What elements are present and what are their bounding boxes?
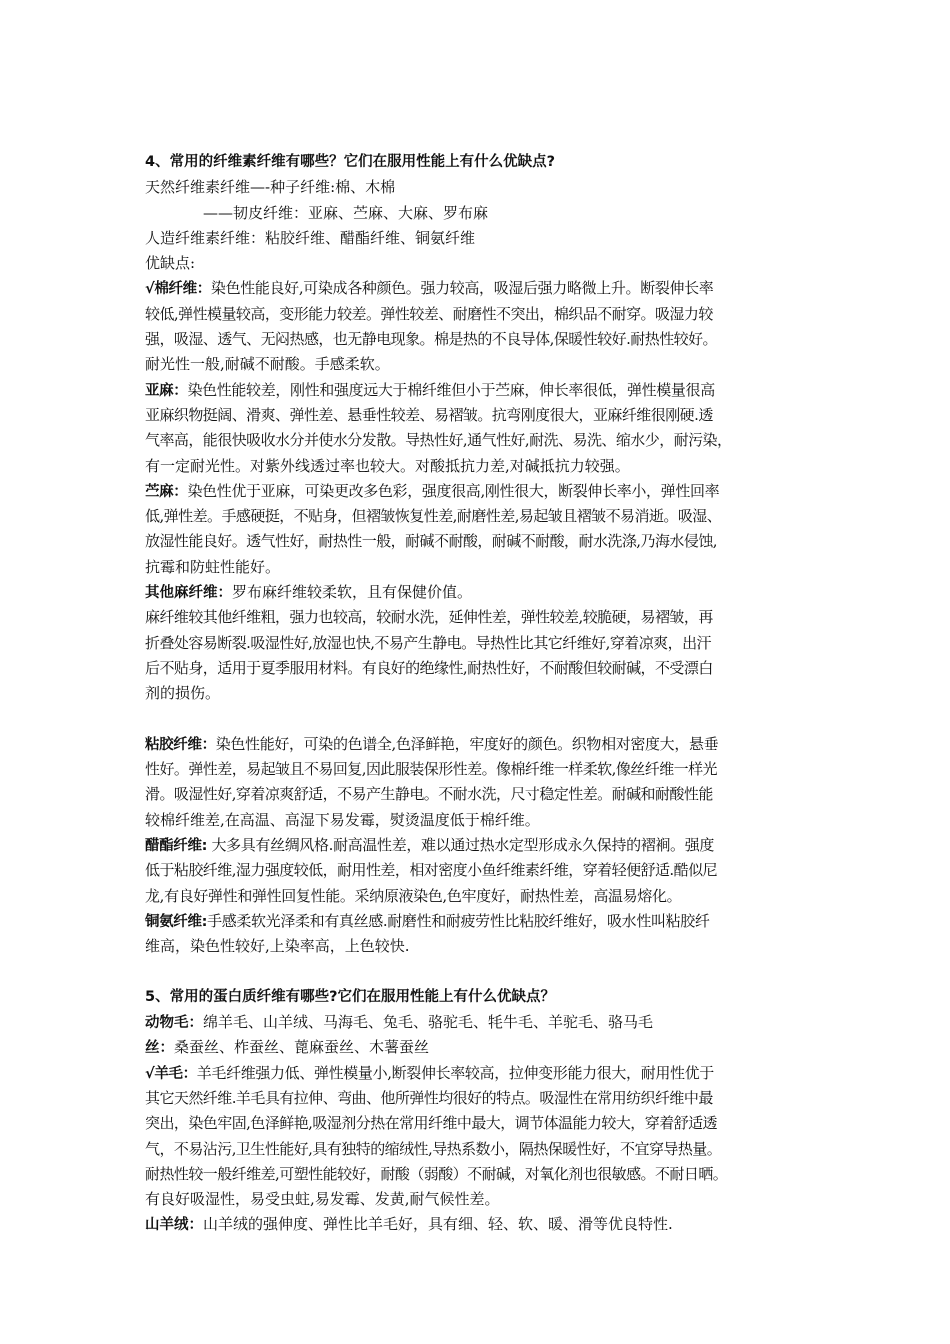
cotton-paragraph-line: 耐光性一般,耐碱不耐酸。手感柔软。	[145, 355, 390, 374]
silk-line	[145, 1035, 813, 1060]
wool-text: 羊毛纤维强力低、弹性模量小,断裂伸长率较高，拉伸变形能力很大，耐用性优于	[196, 1063, 714, 1082]
cotton-paragraph-line	[145, 276, 813, 301]
other-bast-paragraph-line: 后不贴身，适用于夏季服用材料。有良好的绝缘性,耐热性好，不耐酸但较耐碱，不受漂白	[145, 658, 713, 677]
flax-paragraph-line: 气率高，能很快吸收水分并使水分发散。导热性好,通气性好,耐洗、易洗、缩水少，耐污染，	[145, 431, 732, 450]
cotton-paragraph-line: 较低,弹性模量较高，变形能力较差。弹性较差、耐磨性不突出，棉织品不耐穿。吸湿力较	[145, 304, 713, 323]
other-bast-text: 罗布麻纤维较柔软，且有保健价值。	[232, 583, 473, 602]
ramie-paragraph-line: 低,弹性差。手感硬挺，不贴身，但褶皱恢复性差,耐磨性差,易起皱且褶皱不易消逝。吸湿、	[145, 507, 722, 526]
silk-text: 桑蚕丝、柞蚕丝、蓖麻蚕丝、木薯蚕丝	[174, 1038, 430, 1057]
cashmere-line	[145, 1212, 813, 1237]
natural-cellulose-bast-fibers: ——韧皮纤维：亚麻、苎麻、大麻、罗布麻	[203, 203, 489, 222]
viscose-paragraph-line	[145, 732, 813, 757]
document-page	[145, 150, 813, 1238]
acetate-term: 醋酯纤维:	[145, 838, 208, 855]
flax-term: 亚麻：	[145, 382, 188, 399]
cashmere-term: 山羊绒：	[145, 1217, 203, 1234]
cupro-paragraph-line: 维高，染色性较好,上染率高，上色较快.	[145, 937, 410, 956]
question-4-heading: 4、常用的纤维素纤维有哪些？它们在服用性能上有什么优缺点?	[145, 154, 555, 170]
cotton-paragraph-line: 强，吸湿、透气、无闷热感，也无静电现象。棉是热的不良导体,保暖性较好.耐热性较好。	[145, 330, 717, 349]
other-bast-term: 其他麻纤维：	[145, 585, 232, 602]
natural-cellulose-seed-fibers: 天然纤维素纤维—-种子纤维:棉、木棉	[145, 178, 396, 197]
section-spacer	[145, 960, 813, 985]
other-bast-paragraph-line	[145, 580, 813, 605]
cupro-paragraph-line	[145, 909, 813, 934]
wool-paragraph-line: 其它天然纤维.羊毛具有拉伸、弯曲、他所弹性均很好的特点。吸湿性在常用纺织纤维中最	[145, 1088, 713, 1107]
wool-paragraph-line: 耐热性较一般纤维差,可塑性能较好，耐酸（弱酸）不耐碱，对氧化剂也很敏感。不耐日晒。	[145, 1164, 728, 1183]
cotton-text: 染色性能良好,可染成各种颜色。强力较高，吸湿后强力略微上升。断裂伸长率	[210, 279, 714, 298]
viscose-term: 粘胶纤维：	[145, 736, 216, 753]
ramie-paragraph-line: 放湿性能良好。透气性好，耐热性一般，耐碱不耐酸，耐碱不耐酸，耐水洗涤,乃海水侵蚀,	[145, 532, 717, 551]
question-5-heading: 5、常用的蛋白质纤维有哪些?它们在服用性能上有什么优缺点？	[145, 988, 555, 1005]
acetate-paragraph-line: 低于粘胶纤维,湿力强度较低，耐用性差，相对密度小鱼纤维素纤维，穿着轻便舒适.酷似尼	[145, 861, 717, 880]
viscose-paragraph-line: 较棉纤维差,在高温、高湿下易发霉，熨烫温度低于棉纤维。	[145, 810, 540, 829]
flax-paragraph-line: 有一定耐光性。对紫外线透过率也较大。对酸抵抗力差,对碱抵抗力较强。	[145, 456, 630, 475]
cashmere-text: 山羊绒的强伸度、弹性比羊毛好，具有细、轻、软、暖、滑等优良特性.	[203, 1215, 673, 1234]
ramie-term: 苎麻：	[145, 483, 188, 500]
animal-hair-text: 绵羊毛、山羊绒、马海毛、兔毛、骆驼毛、牦牛毛、羊驼毛、骆马毛	[203, 1013, 654, 1032]
cupro-term: 铜氨纤维:	[145, 913, 208, 930]
acetate-paragraph-line: 龙,有良好弹性和弹性回复性能。采纳原液染色,色牢度好，耐热性差，高温易熔化。	[145, 886, 682, 905]
wool-paragraph-line: 有良好吸湿性，易受虫蛀,易发霉、发黄,耐气候性差。	[145, 1190, 500, 1209]
acetate-paragraph-line	[145, 833, 813, 858]
other-bast-paragraph-line: 剂的损伤。	[145, 684, 221, 703]
ramie-text: 染色性优于亚麻，可染更改多色彩，强度很高,刚性很大，断裂伸长率小，弹性回率	[187, 481, 720, 500]
other-bast-paragraph-line: 折叠处容易断裂.吸湿性好,放湿也快,不易产生静电。导热性比其它纤维好,穿着凉爽，出汗	[145, 633, 711, 652]
ramie-paragraph-line: 抗霉和防蛀性能好。	[145, 557, 281, 576]
wool-paragraph-line	[145, 1061, 813, 1086]
viscose-paragraph-line: 滑。吸湿性好,穿着凉爽舒适，不易产生静电。不耐水洗，尺寸稳定性差。耐碱和耐酸性能	[145, 785, 713, 804]
pros-cons-label: 优缺点:	[145, 254, 196, 273]
silk-term: 丝：	[145, 1040, 174, 1057]
man-made-cellulose-fibers: 人造纤维素纤维：粘胶纤维、醋酯纤维、铜氨纤维	[145, 228, 476, 247]
animal-hair-term: 动物毛：	[145, 1015, 203, 1032]
flax-text: 染色性能较差，刚性和强度远大于棉纤维但小于苎麻，伸长率很低，弹性模量很高	[187, 380, 715, 399]
flax-paragraph-line	[145, 378, 813, 403]
wool-paragraph-line: 突出，染色牢固,色泽鲜艳,吸湿剂分热在常用纤维中最大，调节体温能力较大，穿着舒适透	[145, 1114, 717, 1133]
cotton-term: √棉纤维：	[145, 281, 211, 298]
viscose-text: 染色性能好，可染的色谱全,色泽鲜艳，牢度好的颜色。织物相对密度大，悬垂	[215, 734, 719, 753]
wool-term: √羊毛：	[145, 1065, 197, 1082]
paragraph-spacer	[145, 707, 813, 732]
other-bast-paragraph-line: 麻纤维较其他纤维粗，强力也较高，较耐水洗，延伸性差，弹性较差,较脆硬，易褶皱，再	[145, 608, 713, 627]
animal-hair-line	[145, 1010, 813, 1035]
acetate-text: 大多具有丝绸风格.耐高温性差，难以通过热水定型形成永久保持的褶裥。强度	[207, 836, 715, 855]
ramie-paragraph-line	[145, 479, 813, 504]
wool-paragraph-line: 气，不易沾污,卫生性能好,具有独特的缩绒性,导热系数小，隔热保暖性好，不宜穿导热量。	[145, 1139, 722, 1158]
viscose-paragraph-line: 性好。弹性差，易起皱且不易回复,因此服装保形性差。像棉纤维一样柔软,像丝纤维一样光	[145, 760, 717, 779]
flax-paragraph-line: 亚麻织物挺阔、滑爽、弹性差、悬垂性较差、易褶皱。抗弯刚度很大，亚麻纤维很刚硬.透	[145, 405, 713, 424]
cupro-text: 手感柔软光泽柔和有真丝感.耐磨性和耐疲劳性比粘胶纤维好，吸水性叫粘胶纤	[207, 911, 710, 930]
